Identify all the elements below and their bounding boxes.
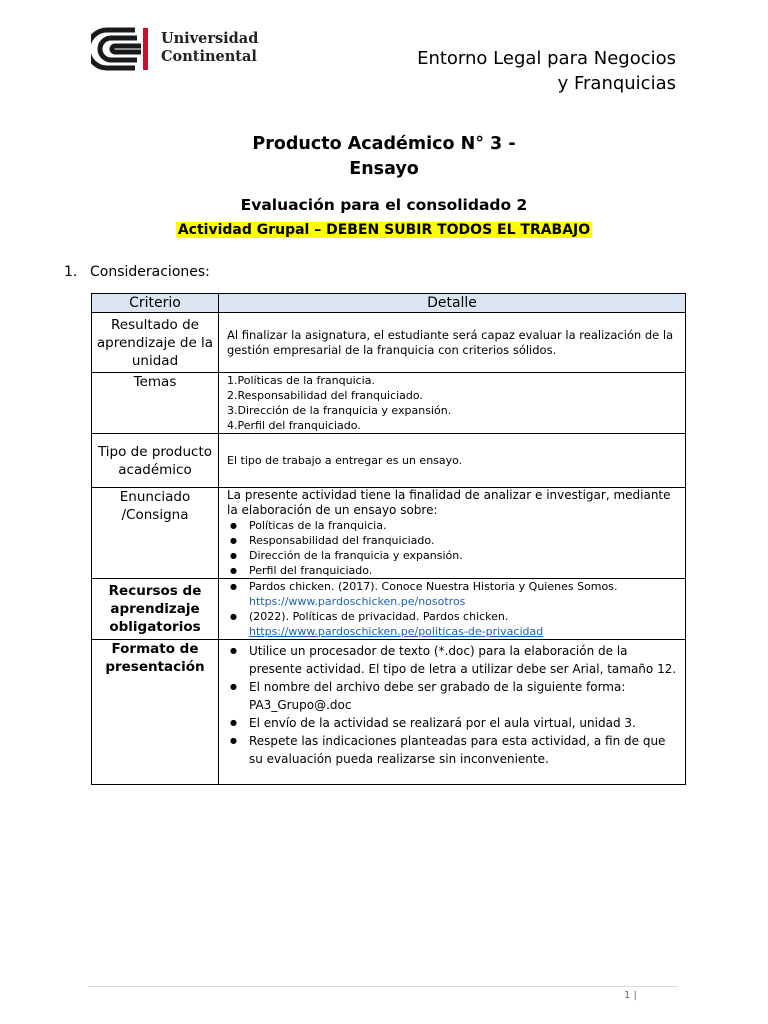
criterio-cell: Recursos de aprendizaje obligatorios [92,579,219,640]
logo-text [161,30,258,66]
logo-line-1: Universidad [161,30,259,47]
course-title [417,46,676,96]
reference-link[interactable]: https://www.pardoschicken.pe/nosotros [249,595,466,608]
table-row [92,373,686,434]
detalle-cell [219,640,686,785]
list-item: 4.Perfil del franquiciado. [227,419,361,432]
list-item: ● Dirección de la franquicia y expansión. [249,548,681,563]
reference-link[interactable]: https://www.pardoschicken.pe/politicas-de-privacidad [249,625,544,638]
criterio-cell: Resultado de aprendizaje de la unidad [92,313,219,373]
course-title-line-1: Entorno Legal para Negocios [417,48,676,69]
list-item [249,609,681,639]
document-title-line-1: Producto Académico N° 3 - [252,134,516,154]
continental-logo-icon [91,26,153,72]
evaluation-heading: Evaluación para el consolidado 2 [240,196,528,214]
detalle-cell [219,488,686,579]
formato-list [227,642,681,768]
temas-list [227,373,681,433]
criterio-cell: Temas [92,373,219,434]
header-detalle: Detalle [219,294,686,313]
table-row [92,313,686,373]
list-item [249,579,681,609]
activity-highlight: Actividad Grupal – DEBEN SUBIR TODOS EL TRABAJO [177,222,591,238]
table-row [92,640,686,785]
detalle-cell [219,579,686,640]
footer-divider [88,986,678,987]
enunciado-intro: La presente actividad tiene la finalidad de analizar e investigar, mediante la elaboración de un ensayo sobre: [227,488,671,517]
course-title-line-2: y Franquicias [557,73,676,94]
list-item: ● Perfil del franquiciado. [249,563,681,578]
list-item: 3.Dirección de la franquicia y expansión. [227,404,452,417]
list-item: 1.Políticas de la franquicia. [227,374,375,387]
enunciado-list [227,518,681,578]
activity-banner [0,219,768,240]
document-title-line-2: Ensayo [349,159,419,179]
reference-text: (2022). Políticas de privacidad. Pardos chicken. [249,610,509,623]
list-item: ● Políticas de la franquicia. [249,518,681,533]
page-number: 1 | [624,990,637,1001]
criterio-cell: Formato de presentación [92,640,219,785]
detalle-cell: El tipo de trabajo a entregar es un ensayo. [219,434,686,488]
reference-text: Pardos chicken. (2017). Conoce Nuestra Historia y Quienes Somos. [249,580,618,593]
list-item: 2.Responsabilidad del franquiciado. [227,389,423,402]
header-criterio: Criterio [92,294,219,313]
criterio-cell: Tipo de producto académico [92,434,219,488]
detalle-cell: Al finalizar la asignatura, el estudiante será capaz evaluar la realización de la gestión empresarial de la franquicia con criterios sólidos. [219,313,686,373]
section-label: Consideraciones: [90,264,210,280]
list-item: ● Utilice un procesador de texto (*.doc) para la elaboración de la presente actividad. El tipo de letra a utilizar debe ser Arial, tamaño 12. [249,642,681,678]
section-number: 1. [64,264,78,280]
table-row [92,434,686,488]
table-row [92,579,686,640]
list-item: ● Responsabilidad del franquiciado. [249,533,681,548]
list-item: ● El nombre del archivo debe ser grabado de la siguiente forma: PA3_Grupo@.doc [249,678,681,714]
section-heading [64,262,210,282]
detalle-cell [219,373,686,434]
criteria-table [91,293,686,785]
table-row [92,488,686,579]
document-title [0,132,768,182]
recursos-list [227,579,681,639]
table-header-row [92,294,686,313]
logo-line-2: Continental [161,48,257,65]
university-logo [91,26,261,72]
criterio-cell: Enunciado /Consigna [92,488,219,579]
list-item: ● Respete las indicaciones planteadas para esta actividad, a fin de que su evaluación pueda realizarse sin inconveniente. [249,732,681,768]
list-item: ● El envío de la actividad se realizará por el aula virtual, unidad 3. [249,714,681,732]
